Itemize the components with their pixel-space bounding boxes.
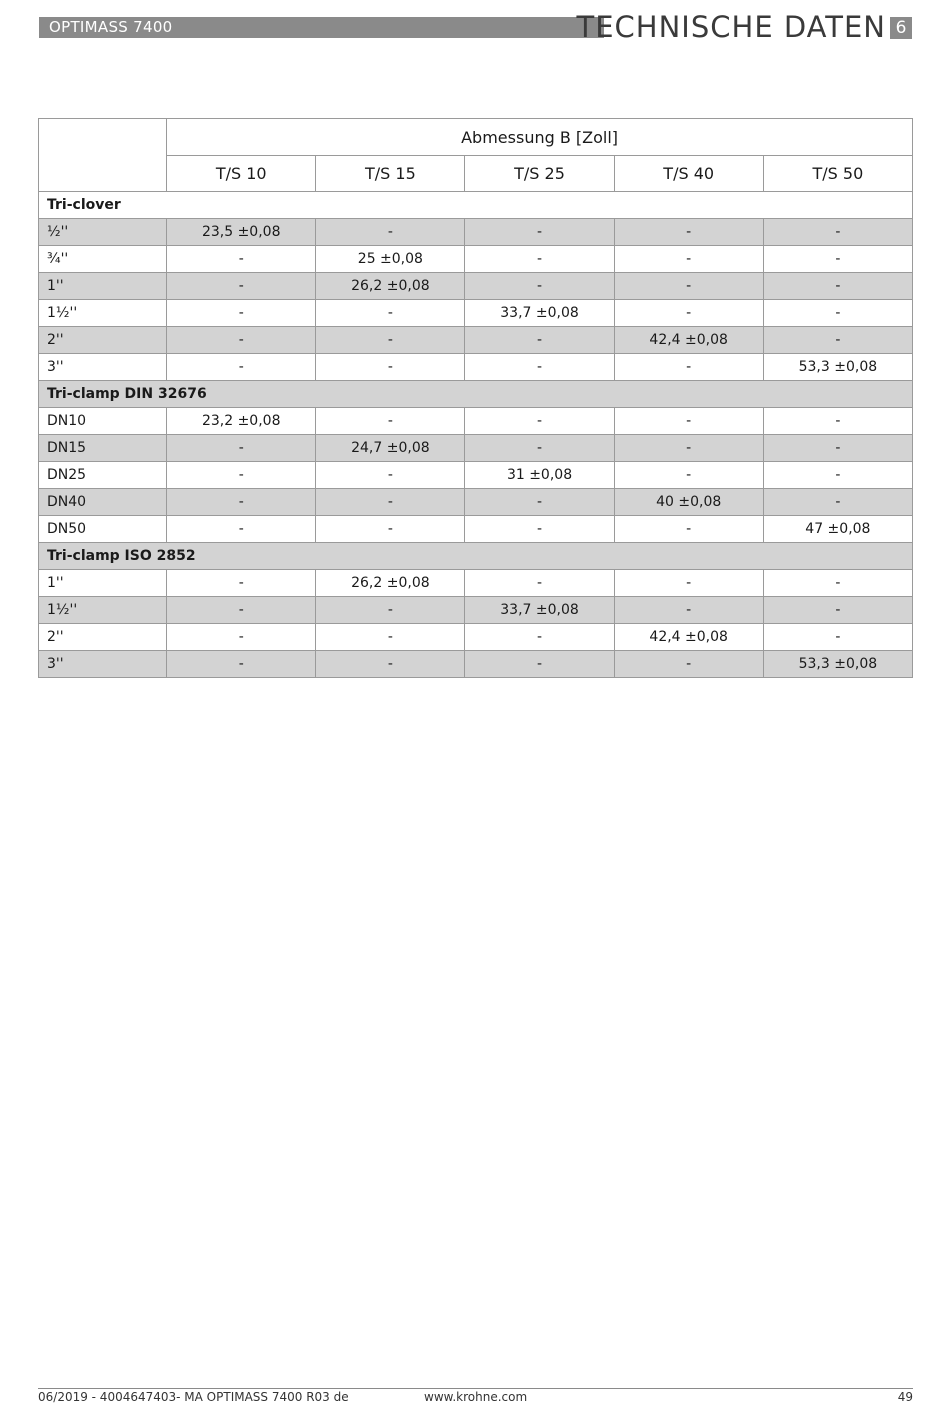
table-row — [39, 516, 913, 543]
value-cell: - — [167, 597, 316, 624]
group-title: Tri-clover — [39, 192, 913, 219]
value-cell: 47 ±0,08 — [763, 516, 912, 543]
table-row — [39, 435, 913, 462]
footer-doc-ref: 06/2019 - 4004647403- MA OPTIMASS 7400 R03 de — [38, 1390, 349, 1404]
value-cell: - — [465, 219, 614, 246]
value-cell: 42,4 ±0,08 — [614, 327, 763, 354]
group-row — [39, 543, 913, 570]
value-cell: - — [316, 624, 465, 651]
table-row — [39, 327, 913, 354]
value-cell: - — [763, 570, 912, 597]
value-cell: - — [614, 435, 763, 462]
table-row — [39, 651, 913, 678]
table-row — [39, 489, 913, 516]
value-cell: 23,5 ±0,08 — [167, 219, 316, 246]
footer-page-number: 49 — [897, 1390, 913, 1404]
value-cell: - — [465, 246, 614, 273]
table-row — [39, 597, 913, 624]
column-header: T/S 25 — [465, 156, 614, 192]
value-cell: - — [316, 462, 465, 489]
row-label: DN25 — [39, 462, 167, 489]
value-cell: - — [614, 516, 763, 543]
row-label: DN40 — [39, 489, 167, 516]
dimension-table — [38, 118, 913, 678]
value-cell: 53,3 ±0,08 — [763, 354, 912, 381]
table-body — [39, 192, 913, 678]
value-cell: - — [167, 300, 316, 327]
value-cell: - — [316, 597, 465, 624]
value-cell: - — [614, 300, 763, 327]
row-label: 1'' — [39, 273, 167, 300]
value-cell: - — [316, 327, 465, 354]
value-cell: - — [465, 570, 614, 597]
column-header: T/S 15 — [316, 156, 465, 192]
value-cell: - — [763, 246, 912, 273]
section-title: TECHNISCHE DATEN — [576, 10, 886, 44]
product-name: OPTIMASS 7400 — [49, 18, 173, 36]
value-cell: - — [763, 300, 912, 327]
value-cell: - — [614, 570, 763, 597]
value-cell: 53,3 ±0,08 — [763, 651, 912, 678]
value-cell: - — [614, 354, 763, 381]
value-cell: - — [614, 651, 763, 678]
table-row — [39, 300, 913, 327]
value-cell: - — [763, 462, 912, 489]
value-cell: - — [465, 408, 614, 435]
value-cell: 24,7 ±0,08 — [316, 435, 465, 462]
value-cell: - — [316, 516, 465, 543]
value-cell: - — [465, 435, 614, 462]
row-label: ½'' — [39, 219, 167, 246]
value-cell: - — [614, 246, 763, 273]
value-cell: - — [167, 435, 316, 462]
value-cell: - — [763, 408, 912, 435]
row-label: 3'' — [39, 651, 167, 678]
value-cell: - — [763, 327, 912, 354]
value-cell: 33,7 ±0,08 — [465, 300, 614, 327]
value-cell: - — [167, 570, 316, 597]
column-header: T/S 50 — [763, 156, 912, 192]
table-row — [39, 273, 913, 300]
value-cell: - — [614, 408, 763, 435]
footer-website: www.krohne.com — [424, 1390, 528, 1404]
value-cell: - — [763, 435, 912, 462]
value-cell: - — [316, 489, 465, 516]
value-cell: - — [763, 489, 912, 516]
dimension-header: Abmessung B [Zoll] — [167, 119, 913, 156]
column-header: T/S 40 — [614, 156, 763, 192]
value-cell: 33,7 ±0,08 — [465, 597, 614, 624]
value-cell: - — [167, 273, 316, 300]
value-cell: - — [465, 651, 614, 678]
value-cell: - — [465, 327, 614, 354]
value-cell: 42,4 ±0,08 — [614, 624, 763, 651]
value-cell: - — [316, 408, 465, 435]
value-cell: - — [316, 354, 465, 381]
value-cell: - — [614, 219, 763, 246]
value-cell: - — [614, 462, 763, 489]
table-row — [39, 570, 913, 597]
column-header: T/S 10 — [167, 156, 316, 192]
row-label: 1'' — [39, 570, 167, 597]
value-cell: - — [167, 327, 316, 354]
chapter-number: 6 — [890, 17, 912, 39]
group-row — [39, 192, 913, 219]
row-label: 3'' — [39, 354, 167, 381]
value-cell: - — [763, 624, 912, 651]
row-label: 2'' — [39, 327, 167, 354]
value-cell: - — [167, 651, 316, 678]
value-cell: - — [167, 489, 316, 516]
value-cell: - — [316, 219, 465, 246]
value-cell: - — [167, 354, 316, 381]
row-label: ¾'' — [39, 246, 167, 273]
value-cell: 40 ±0,08 — [614, 489, 763, 516]
value-cell: - — [763, 597, 912, 624]
table-row — [39, 462, 913, 489]
table-row — [39, 408, 913, 435]
value-cell: 23,2 ±0,08 — [167, 408, 316, 435]
row-label: 1½'' — [39, 597, 167, 624]
value-cell: 25 ±0,08 — [316, 246, 465, 273]
value-cell: 31 ±0,08 — [465, 462, 614, 489]
value-cell: - — [614, 597, 763, 624]
row-label: DN10 — [39, 408, 167, 435]
group-title: Tri-clamp ISO 2852 — [39, 543, 913, 570]
value-cell: - — [465, 273, 614, 300]
value-cell: - — [316, 300, 465, 327]
value-cell: - — [763, 219, 912, 246]
value-cell: - — [465, 516, 614, 543]
table-row — [39, 219, 913, 246]
table-corner-cell — [39, 119, 167, 192]
table-row — [39, 246, 913, 273]
group-row — [39, 381, 913, 408]
value-cell: - — [465, 489, 614, 516]
group-title: Tri-clamp DIN 32676 — [39, 381, 913, 408]
table-row — [39, 624, 913, 651]
value-cell: - — [316, 651, 465, 678]
value-cell: - — [465, 354, 614, 381]
row-label: 2'' — [39, 624, 167, 651]
value-cell: - — [465, 624, 614, 651]
value-cell: - — [614, 273, 763, 300]
value-cell: 26,2 ±0,08 — [316, 570, 465, 597]
value-cell: - — [763, 273, 912, 300]
row-label: DN15 — [39, 435, 167, 462]
row-label: DN50 — [39, 516, 167, 543]
value-cell: - — [167, 624, 316, 651]
value-cell: - — [167, 462, 316, 489]
value-cell: 26,2 ±0,08 — [316, 273, 465, 300]
table-row — [39, 354, 913, 381]
value-cell: - — [167, 246, 316, 273]
value-cell: - — [167, 516, 316, 543]
product-name-bar — [39, 17, 604, 38]
row-label: 1½'' — [39, 300, 167, 327]
